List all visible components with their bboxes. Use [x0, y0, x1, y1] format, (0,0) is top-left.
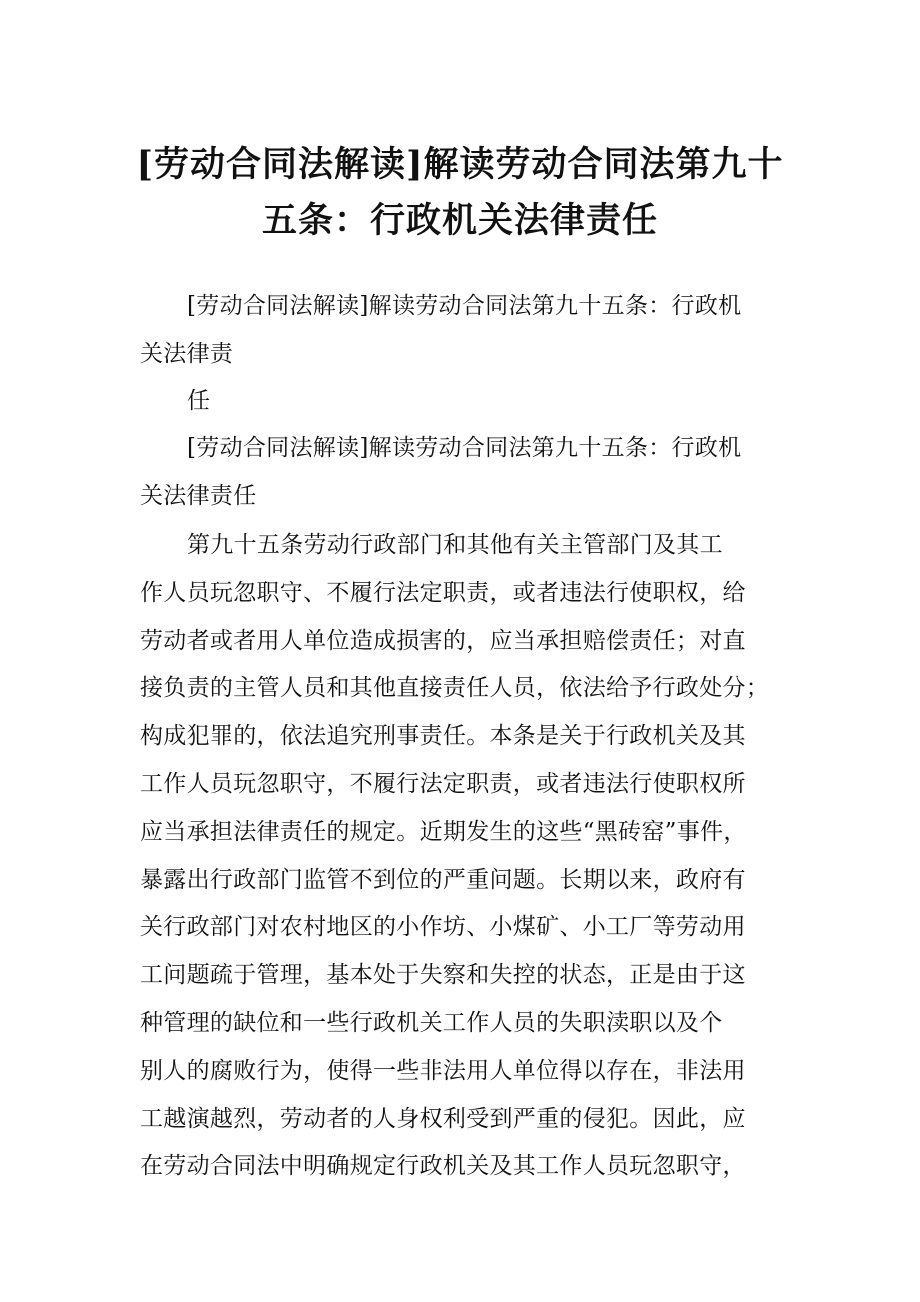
text-line: 在劳动合同法中明确规定行政机关及其工作人员玩忽职守， — [140, 1153, 746, 1180]
text-line: 关行政部门对农村地区的小作坊、小煤矿、小工厂等劳动用 — [140, 914, 746, 941]
text-line: 劳动者或者用人单位造成损害的，应当承担赔偿责任；对直 — [140, 627, 746, 654]
text-line: 种管理的缺位和一些行政机关工作人员的失职渎职以及个 — [140, 1009, 723, 1036]
text-line: 构成犯罪的，依法追究刑事责任。本条是关于行政机关及其 — [140, 723, 746, 750]
text-line: 暴露出行政部门监管不到位的严重问题。长期以来，政府有 — [140, 866, 746, 893]
text-line: 关法律责任 — [140, 482, 257, 509]
title-line: [劳动合同法解读]解读劳动合同法第九十 — [136, 144, 784, 185]
text-line: 别人的腐败行为，使得一些非法用人单位得以存在，非法用 — [140, 1057, 746, 1084]
text-line: 作人员玩忽职守、不履行法定职责，或者违法行使职权，给 — [140, 579, 746, 606]
paragraph-2 — [140, 378, 785, 426]
title-line: 五条：行政机关法律责任 — [261, 200, 658, 241]
paragraph-4 — [140, 522, 785, 1191]
text-line: 工越演越烈，劳动者的人身权利受到严重的侵犯。因此，应 — [140, 1105, 746, 1132]
text-line: 关法律责 — [140, 340, 234, 367]
document-title — [100, 137, 820, 249]
text-line: [劳动合同法解读]解读劳动合同法第九十五条：行政机 — [187, 435, 742, 461]
text-line: 接负责的主管人员和其他直接责任人员，依法给予行政处分； — [140, 675, 770, 702]
text-line: 应当承担法律责任的规定。近期发生的这些“黑砖窑”事件， — [140, 818, 747, 845]
text-line: 工作人员玩忽职守，不履行法定职责，或者违法行使职权所 — [140, 770, 746, 797]
text-line: 任 — [187, 388, 211, 414]
text-line: 工问题疏于管理，基本处于失察和失控的状态，正是由于这 — [140, 962, 746, 989]
paragraph-1 — [140, 283, 785, 379]
text-line: [劳动合同法解读]解读劳动合同法第九十五条：行政机 — [187, 293, 742, 319]
paragraph-3 — [140, 425, 785, 521]
text-line: 第九十五条劳动行政部门和其他有关主管部门及其工 — [187, 532, 723, 558]
